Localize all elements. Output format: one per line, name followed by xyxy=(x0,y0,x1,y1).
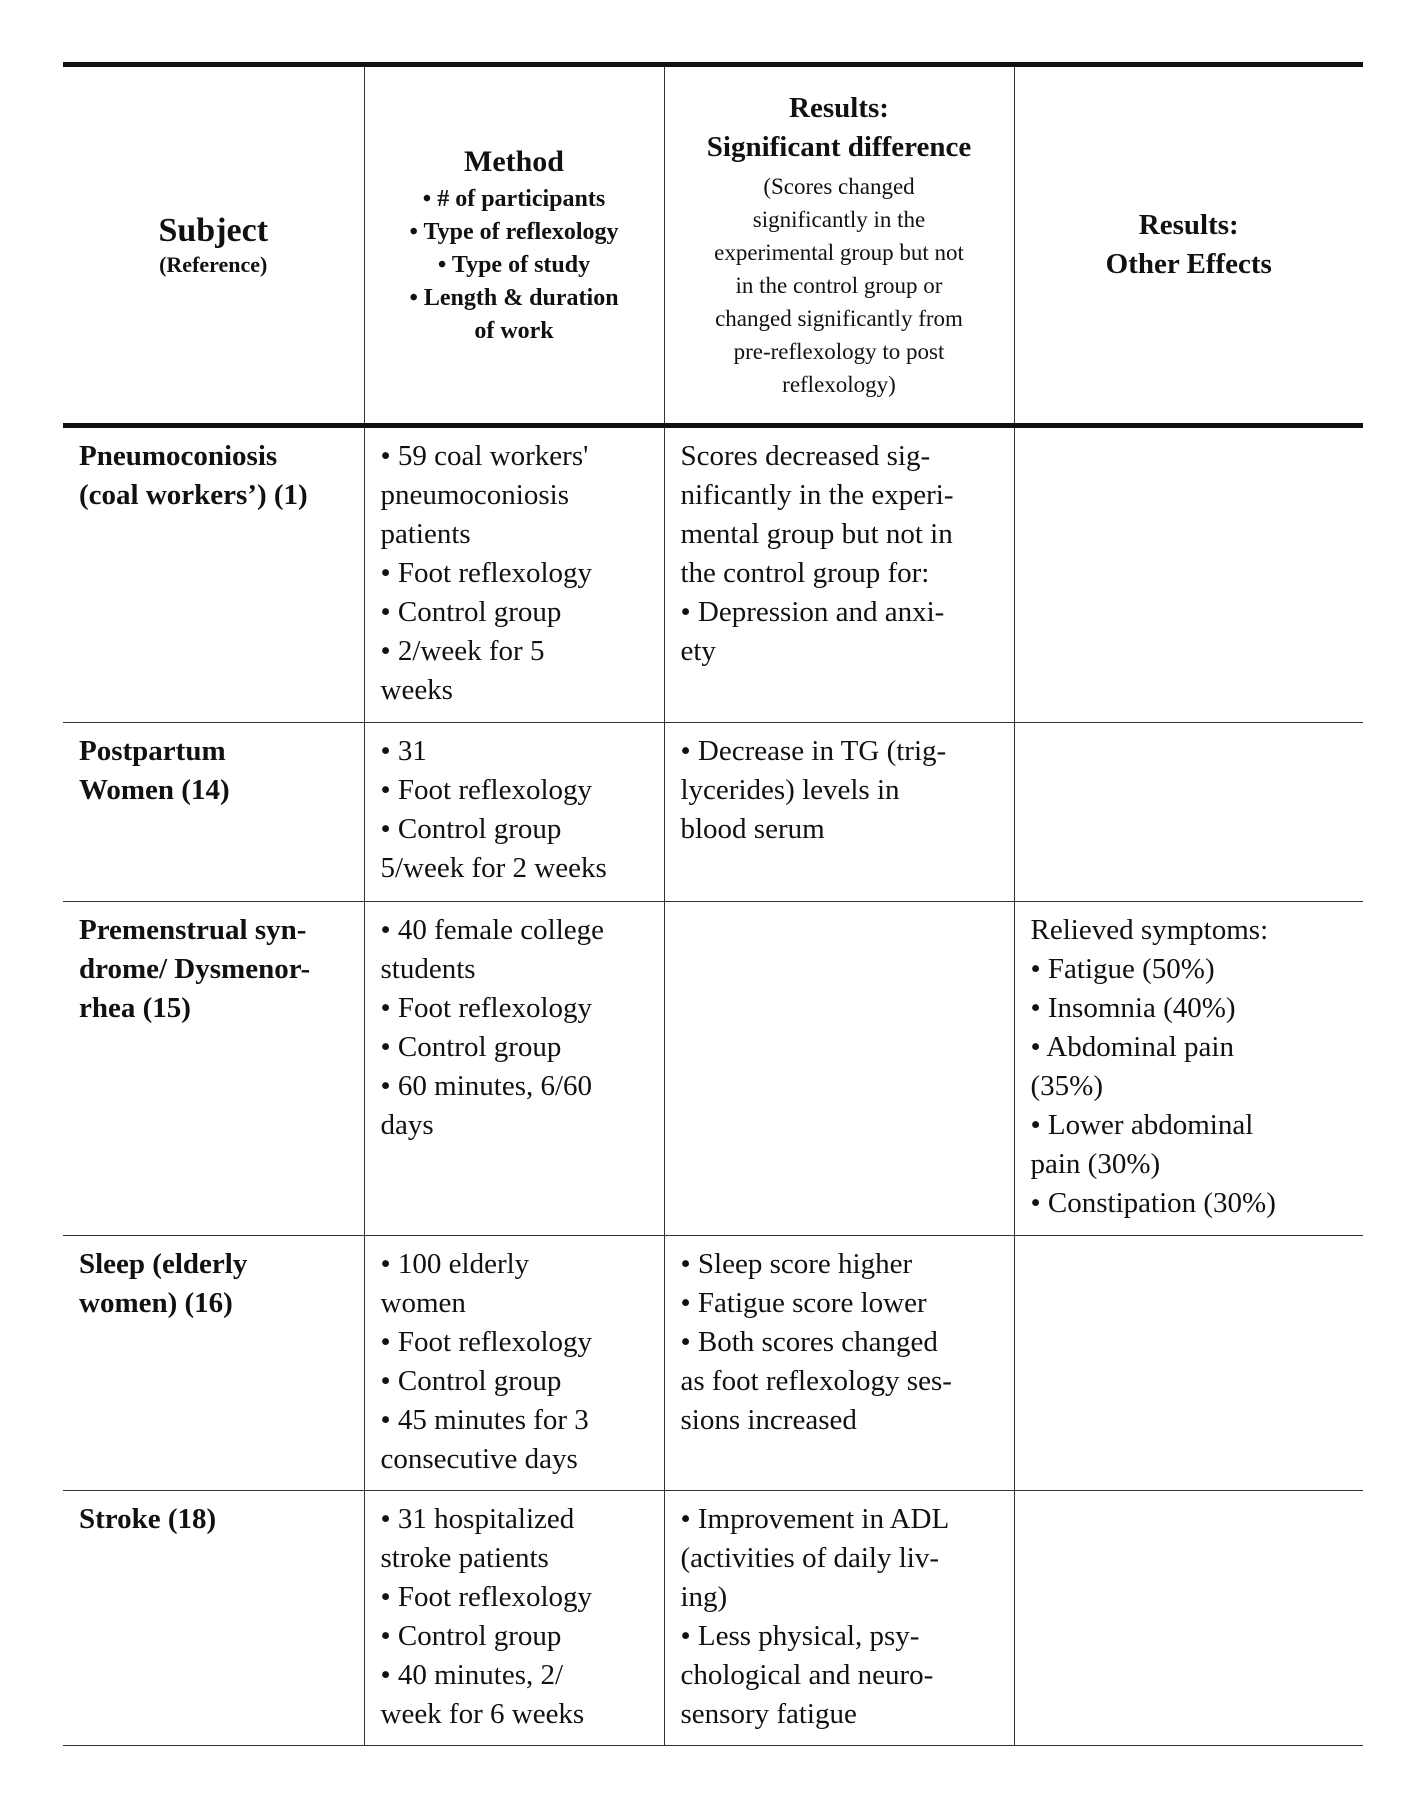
other-line: (35%) xyxy=(1030,1070,1103,1102)
other-line: • Lower abdominal xyxy=(1030,1109,1254,1141)
method-line: stroke patients xyxy=(380,1542,549,1574)
significant-line: nificantly in the experi- xyxy=(680,479,954,511)
method-line: • 45 minutes for 3 xyxy=(380,1404,589,1436)
subject-cell xyxy=(63,1236,364,1491)
header-method-bullet: of work xyxy=(474,318,554,345)
other-line: • Insomnia (40%) xyxy=(1030,992,1236,1024)
other-line: • Fatigue (50%) xyxy=(1030,953,1215,985)
method-line: • Control group xyxy=(380,1620,562,1652)
other-effects-cell xyxy=(1014,426,1363,723)
other-effects-cell xyxy=(1014,1236,1363,1491)
method-line: consecutive days xyxy=(380,1443,578,1475)
significant-line: • Depression and anxi- xyxy=(680,596,945,628)
method-line: students xyxy=(380,953,476,985)
subject-cell xyxy=(63,426,364,723)
note-line: in the control group or xyxy=(735,272,943,298)
method-cell xyxy=(364,1236,664,1491)
other-effects-cell xyxy=(1014,1491,1363,1746)
method-line: • Foot reflexology xyxy=(380,557,593,589)
method-line: women xyxy=(380,1287,466,1319)
significant-line: • Sleep score higher xyxy=(680,1248,913,1280)
significant-line: as foot reflexology ses- xyxy=(680,1365,952,1397)
method-line: 5/week for 2 weeks xyxy=(380,852,607,884)
method-line: • Control group xyxy=(380,813,562,845)
header-other xyxy=(1014,65,1363,426)
table-row xyxy=(63,1236,1363,1491)
header-other-title-line: Results: xyxy=(1138,208,1239,241)
reflexology-results-table xyxy=(63,62,1363,1746)
header-method-bullet: • # of participants xyxy=(422,185,606,212)
method-line: • Control group xyxy=(380,596,562,628)
method-cell xyxy=(364,723,664,902)
significant-line: • Fatigue score lower xyxy=(680,1287,927,1319)
header-method-bullet: • Type of reflexology xyxy=(409,218,619,245)
table-row xyxy=(63,1491,1363,1746)
other-effects-cell xyxy=(1014,902,1363,1236)
header-subject-title: Subject xyxy=(158,212,269,250)
other-effects-cell xyxy=(1014,723,1363,902)
header-significant-note xyxy=(675,170,1004,402)
significant-line: the control group for: xyxy=(680,557,930,589)
note-line: pre-reflexology to post xyxy=(733,339,945,365)
subject-cell xyxy=(63,1491,364,1746)
significant-difference-cell xyxy=(664,723,1014,902)
significant-line: • Both scores changed xyxy=(680,1326,938,1358)
significant-line: (activities of daily liv- xyxy=(680,1542,940,1574)
other-line: pain (30%) xyxy=(1030,1148,1161,1180)
method-line: patients xyxy=(380,518,471,550)
table-header xyxy=(63,65,1363,426)
subject-cell xyxy=(63,723,364,902)
method-line: • 100 elderly xyxy=(380,1248,530,1280)
table-row xyxy=(63,426,1363,723)
significant-line: • Decrease in TG (trig- xyxy=(680,735,947,767)
note-line: reflexology) xyxy=(782,372,896,398)
method-line: • Control group xyxy=(380,1031,562,1063)
header-method-title: Method xyxy=(464,144,564,178)
method-line: • 60 minutes, 6/60 xyxy=(380,1070,593,1102)
subject-line: women) (16) xyxy=(79,1287,233,1319)
significant-difference-cell xyxy=(664,902,1014,1236)
significant-line: blood serum xyxy=(680,813,825,845)
significant-line: chological and neuro- xyxy=(680,1659,934,1691)
subject-line: Premenstrual syn- xyxy=(79,914,307,946)
subject-line: rhea (15) xyxy=(79,992,191,1024)
significant-line: Scores decreased sig- xyxy=(680,440,931,472)
method-cell xyxy=(364,426,664,723)
method-line: • 2/week for 5 xyxy=(380,635,545,667)
subject-line: Pneumoconiosis xyxy=(79,440,278,472)
table-row xyxy=(63,902,1363,1236)
header-method-bullet: • Type of study xyxy=(437,251,591,278)
significant-line: lycerides) levels in xyxy=(680,774,900,806)
table-body xyxy=(63,426,1363,1746)
document-page xyxy=(63,62,1363,1746)
method-line: • Foot reflexology xyxy=(380,1326,593,1358)
method-line: • Foot reflexology xyxy=(380,992,593,1024)
significant-line: sensory fatigue xyxy=(680,1698,857,1730)
method-line: • 31 hospitalized xyxy=(380,1503,575,1535)
subject-line: Stroke (18) xyxy=(79,1503,217,1535)
other-line: Relieved symptoms: xyxy=(1030,914,1269,946)
method-line: days xyxy=(380,1109,434,1141)
other-line: • Constipation (30%) xyxy=(1030,1187,1276,1219)
significant-line: • Improvement in ADL xyxy=(680,1503,950,1535)
subject-line: drome/ Dysmenor- xyxy=(79,953,311,985)
significant-line: • Less physical, psy- xyxy=(680,1620,920,1652)
method-line: • Foot reflexology xyxy=(380,774,593,806)
method-line: week for 6 weeks xyxy=(380,1698,585,1730)
significant-line: mental group but not in xyxy=(680,518,953,550)
header-significant-title-line: Significant difference xyxy=(706,131,972,164)
method-line: pneumoconiosis xyxy=(380,479,569,511)
subject-line: Women (14) xyxy=(79,774,230,806)
method-line: • 31 xyxy=(380,735,427,767)
subject-line: Postpartum xyxy=(79,735,226,767)
method-line: • Control group xyxy=(380,1365,562,1397)
method-line: weeks xyxy=(380,674,453,706)
significant-difference-cell xyxy=(664,1236,1014,1491)
note-line: significantly in the xyxy=(752,206,926,232)
header-significant-title-line: Results: xyxy=(789,91,889,124)
significant-difference-cell xyxy=(664,426,1014,723)
header-subject xyxy=(63,65,364,426)
header-method-bullet: • Length & duration xyxy=(409,284,619,311)
header-other-title-line: Other Effects xyxy=(1105,248,1272,280)
significant-difference-cell xyxy=(664,1491,1014,1746)
other-line: • Abdominal pain xyxy=(1030,1031,1234,1063)
method-line: • 59 coal workers' xyxy=(380,440,589,472)
significant-line: ing) xyxy=(680,1581,728,1613)
significant-line: sions increased xyxy=(680,1404,857,1436)
method-line: • 40 female college xyxy=(380,914,605,946)
method-cell xyxy=(364,902,664,1236)
subject-cell xyxy=(63,902,364,1236)
significant-line: ety xyxy=(680,635,716,667)
method-line: • Foot reflexology xyxy=(380,1581,593,1613)
subject-line: (coal workers’) (1) xyxy=(79,479,308,511)
note-line: experimental group but not xyxy=(714,239,964,265)
header-significant xyxy=(664,65,1014,426)
header-method xyxy=(364,65,664,426)
method-cell xyxy=(364,1491,664,1746)
header-row xyxy=(63,65,1363,426)
note-line: changed significantly from xyxy=(715,305,963,331)
header-subject-sub: (Reference) xyxy=(159,252,268,278)
method-line: • 40 minutes, 2/ xyxy=(380,1659,564,1691)
table-row xyxy=(63,723,1363,902)
subject-line: Sleep (elderly xyxy=(79,1248,248,1280)
note-line: (Scores changed xyxy=(763,173,915,199)
